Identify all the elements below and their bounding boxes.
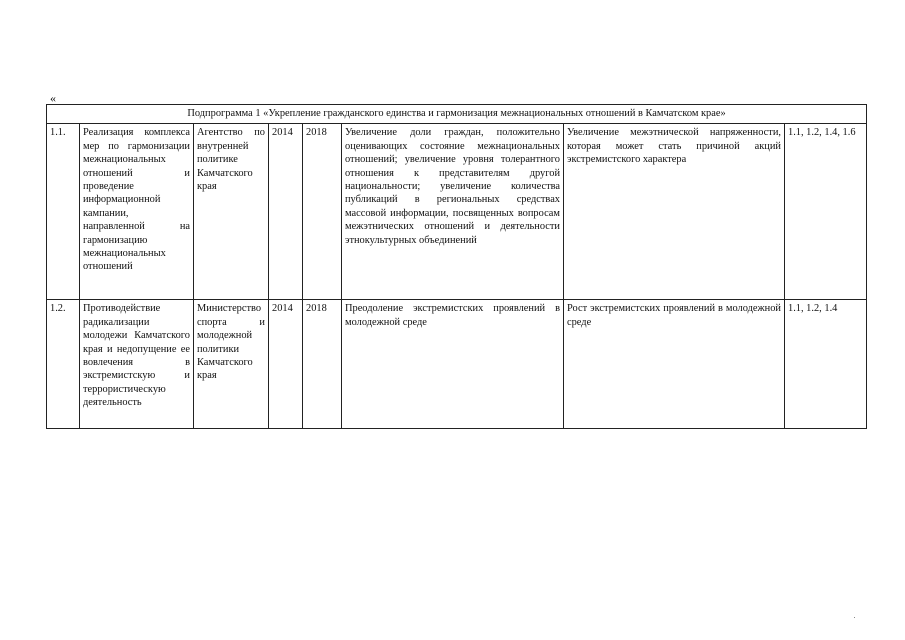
expected-result: Преодоление экстремистских проявлений в молодежной среде [342, 300, 564, 429]
start-year: 2014 [269, 300, 303, 429]
table-row [47, 124, 867, 300]
row-number: 1.1. [47, 124, 80, 300]
subprogram-title: Подпрограмма 1 «Укрепление гражданского единства и гармонизация межнациональных отношений в Камчатском крае» [47, 105, 867, 124]
executor: Агентство по внутренней политике Камчатского края [194, 124, 269, 300]
expected-result: Увеличение доли граждан, положительно оценивающих состояние межнациональных отношений; увеличение уровня толерантного отношения к представителям другой национальности; увеличение количества публикаций в региональных средствах массовой информации, посвященных вопросам межэтнических отношений и деятельности этнокультурных объединений [342, 124, 564, 300]
scan-speck [854, 617, 855, 618]
executor: Министерство спорта и молодежной политики Камчатского края [194, 300, 269, 429]
end-year: 2018 [303, 300, 342, 429]
consequences: Рост экстремистских проявлений в молодежной среде [564, 300, 785, 429]
measures-table [46, 104, 867, 429]
start-year: 2014 [269, 124, 303, 300]
end-year: 2018 [303, 124, 342, 300]
indicators: 1.1, 1.2, 1.4 [785, 300, 867, 429]
table-row [47, 300, 867, 429]
indicators: 1.1, 1.2, 1.4, 1.6 [785, 124, 867, 300]
measure-name: Реализация комплекса мер по гармонизации межнациональных отношений и проведение информационной кампании, направленной на гармонизацию межнациональных отношений [80, 124, 194, 300]
subprogram-header-row [47, 105, 867, 124]
row-number: 1.2. [47, 300, 80, 429]
consequences: Увеличение межэтнической напряженности, которая может стать причиной акций экстремистского характера [564, 124, 785, 300]
opening-quote-mark: « [50, 91, 56, 105]
measure-name: Противодействие радикализации молодежи Камчатского края и недопущение ее вовлечения в экстремистскую и террористическую деятельность [80, 300, 194, 429]
